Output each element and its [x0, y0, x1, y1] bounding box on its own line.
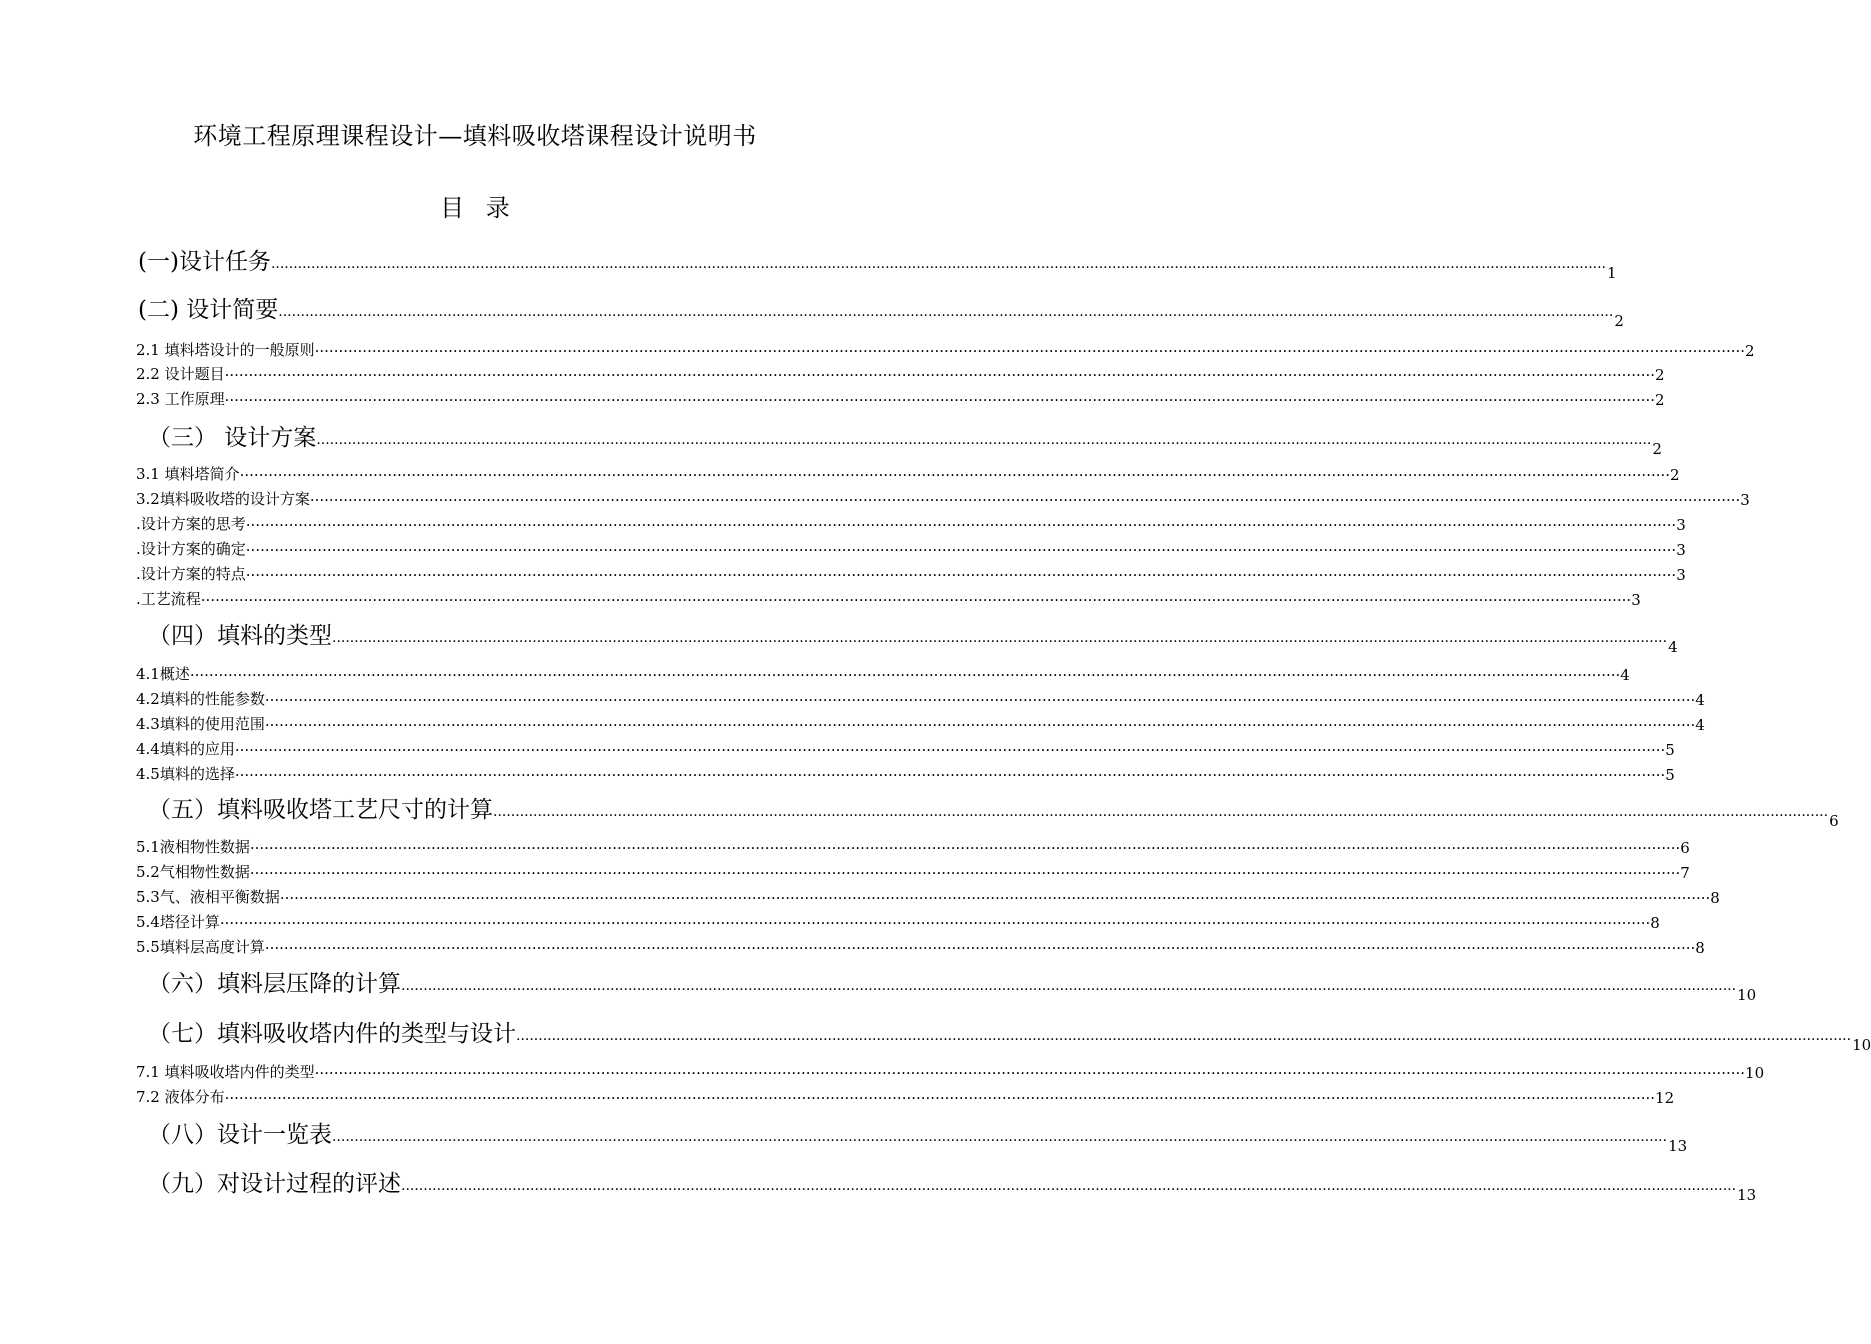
toc-entry: [136, 835, 1690, 857]
toc-entry-label: .设计方案的确定: [136, 540, 246, 558]
toc-leader-dots: ............................................................................................................................................................................................................................................................................................................: [270, 256, 1607, 272]
toc-leader-dots: ............................................................................................................................................................................................................................................................................................................: [332, 630, 1668, 646]
toc-entry-page: 7: [1680, 864, 1690, 882]
toc-entry: [136, 762, 1675, 784]
toc-entry: [136, 1060, 1765, 1082]
toc-entry-label: 2.1 填料塔设计的一般原则: [136, 341, 315, 359]
toc-entry-label: 3.1 填料塔简介: [136, 465, 240, 483]
toc-entry: [136, 537, 1686, 559]
toc-entry-label: (一)设计任务: [138, 249, 271, 275]
toc-entry: [148, 1115, 1688, 1155]
toc-entry-label: 4.1概述: [136, 665, 190, 683]
toc-entry: [148, 1014, 1871, 1054]
toc-entry: [136, 712, 1705, 734]
toc-entry-label: （三） 设计方案: [148, 425, 317, 451]
toc-leader-dots: ············································································································································································································································································································: [249, 839, 1681, 857]
toc-leader-dots: ............................................................................................................................................................................................................................................................................................................: [493, 804, 1829, 820]
toc-entry-page: 10: [1737, 986, 1757, 1004]
document-title: 环境工程原理课程设计—填料吸收塔课程设计说明书: [193, 122, 757, 150]
toc-entry-label: （七）填料吸收塔内件的类型与设计: [148, 1021, 516, 1047]
toc-leader-dots: ............................................................................................................................................................................................................................................................................................................: [516, 1028, 1852, 1044]
toc-entry: [136, 512, 1686, 534]
toc-leader-dots: ············································································································································································································································································································: [234, 741, 1666, 759]
toc-entry-page: 13: [1737, 1186, 1757, 1204]
toc-entry-label: （六）填料层压降的计算: [148, 971, 401, 997]
toc-entry-page: 1: [1607, 264, 1617, 282]
toc-entry-label: 5.4塔径计算: [136, 913, 220, 931]
toc-leader-dots: ············································································································································································································································································································: [224, 1089, 1656, 1107]
toc-entry: [148, 964, 1757, 1004]
toc-entry: [136, 487, 1750, 509]
toc-leader-dots: ............................................................................................................................................................................................................................................................................................................: [401, 1178, 1737, 1194]
toc-entry-page: 2: [1655, 366, 1665, 384]
toc-entry-page: 13: [1668, 1137, 1688, 1155]
toc-entry-label: 4.5填料的选择: [136, 765, 235, 783]
toc-entry-page: 4: [1695, 691, 1705, 709]
toc-leader-dots: ............................................................................................................................................................................................................................................................................................................: [401, 978, 1737, 994]
toc-entry: [136, 1085, 1675, 1107]
toc-leader-dots: ············································································································································································································································································································: [189, 666, 1621, 684]
toc-entry-page: 3: [1676, 566, 1686, 584]
toc-entry-label: （九）对设计过程的评述: [148, 1171, 401, 1197]
toc-leader-dots: ............................................................................................................................................................................................................................................................................................................: [316, 432, 1652, 448]
toc-entry-page: 6: [1829, 812, 1839, 830]
toc-entry-page: 2: [1614, 312, 1624, 330]
toc-entry-label: .设计方案的思考: [136, 515, 246, 533]
toc-leader-dots: ············································································································································································································································································································: [234, 766, 1666, 784]
toc-entry-label: 4.4填料的应用: [136, 740, 235, 758]
toc-entry-page: 8: [1695, 939, 1705, 957]
toc-entry: [138, 290, 1624, 330]
toc-leader-dots: ············································································································································································································································································································: [264, 716, 1696, 734]
toc-leader-dots: ············································································································································································································································································································: [245, 541, 1677, 559]
toc-entry-label: 7.1 填料吸收塔内件的类型: [136, 1063, 315, 1081]
toc-entry-label: （五）填料吸收塔工艺尺寸的计算: [148, 797, 493, 823]
toc-entry: [138, 242, 1617, 282]
toc-entry: [136, 362, 1665, 384]
toc-entry-label: （八）设计一览表: [148, 1122, 332, 1148]
toc-leader-dots: ............................................................................................................................................................................................................................................................................................................: [332, 1129, 1668, 1145]
toc-entry-label: .设计方案的特点: [136, 565, 246, 583]
toc-entry: [136, 885, 1720, 907]
toc-leader-dots: ············································································································································································································································································································: [279, 889, 1711, 907]
toc-entry: [148, 616, 1678, 656]
toc-entry: [148, 418, 1662, 458]
toc-heading: 目 录: [440, 194, 510, 222]
toc-entry: [136, 935, 1705, 957]
toc-entry-page: 5: [1665, 741, 1675, 759]
toc-entry: [136, 737, 1675, 759]
toc-leader-dots: ············································································································································································································································································································: [314, 342, 1746, 360]
toc-entry-page: 5: [1665, 766, 1675, 784]
toc-entry: [136, 860, 1690, 882]
toc-entry-page: 10: [1852, 1036, 1871, 1054]
toc-entry: [136, 687, 1705, 709]
toc-leader-dots: ............................................................................................................................................................................................................................................................................................................: [278, 304, 1614, 320]
toc-entry-page: 6: [1680, 839, 1690, 857]
toc-leader-dots: ············································································································································································································································································································: [249, 864, 1681, 882]
toc-entry-page: 4: [1620, 666, 1630, 684]
toc-entry-label: 5.2气相物性数据: [136, 863, 250, 881]
toc-entry-label: 5.3气、液相平衡数据: [136, 888, 280, 906]
toc-entry-page: 10: [1745, 1064, 1765, 1082]
toc-entry-label: （四）填料的类型: [148, 623, 332, 649]
toc-entry-page: 8: [1650, 914, 1660, 932]
toc-entry-label: 5.1液相物性数据: [136, 838, 250, 856]
toc-entry-page: 8: [1710, 889, 1720, 907]
toc-entry-page: 3: [1740, 491, 1750, 509]
toc-leader-dots: ············································································································································································································································································································: [264, 939, 1696, 957]
toc-leader-dots: ············································································································································································································································································································: [224, 391, 1656, 409]
toc-entry: [148, 790, 1839, 830]
toc-entry: [136, 910, 1660, 932]
toc-entry: [136, 462, 1680, 484]
toc-leader-dots: ············································································································································································································································································································: [219, 914, 1651, 932]
toc-entry-page: 3: [1631, 591, 1641, 609]
toc-entry: [136, 387, 1665, 409]
toc-entry-label: 2.2 设计题目: [136, 365, 225, 383]
toc-leader-dots: ············································································································································································································································································································: [314, 1064, 1746, 1082]
toc-entry-page: 2: [1670, 466, 1680, 484]
toc-leader-dots: ············································································································································································································································································································: [245, 566, 1677, 584]
toc-entry-page: 2: [1652, 440, 1662, 458]
toc-entry-label: 3.2填料吸收塔的设计方案: [136, 490, 310, 508]
toc-entry-page: 2: [1655, 391, 1665, 409]
toc-entry: [136, 587, 1641, 609]
toc-leader-dots: ············································································································································································································································································································: [245, 516, 1677, 534]
toc-entry-label: 4.3填料的使用范围: [136, 715, 265, 733]
toc-leader-dots: ············································································································································································································································································································: [264, 691, 1696, 709]
toc-entry-label: 7.2 液体分布: [136, 1088, 225, 1106]
toc-leader-dots: ············································································································································································································································································································: [200, 591, 1632, 609]
toc-entry-page: 2: [1745, 342, 1755, 360]
toc-entry-label: .工艺流程: [136, 590, 201, 608]
toc-entry: [136, 662, 1630, 684]
toc-entry: [136, 562, 1686, 584]
toc-leader-dots: ············································································································································································································································································································: [224, 366, 1656, 384]
toc-entry-label: 5.5填料层高度计算: [136, 938, 265, 956]
toc-entry-label: 2.3 工作原理: [136, 390, 225, 408]
toc-entry-page: 3: [1676, 516, 1686, 534]
toc-entry: [148, 1164, 1757, 1204]
toc-entry-page: 4: [1668, 638, 1678, 656]
toc-entry-label: (二) 设计简要: [138, 297, 279, 323]
toc-entry-page: 4: [1695, 716, 1705, 734]
toc-entry-page: 12: [1655, 1089, 1675, 1107]
toc-leader-dots: ············································································································································································································································································································: [309, 491, 1741, 509]
toc-entry-label: 4.2填料的性能参数: [136, 690, 265, 708]
toc-entry-page: 3: [1676, 541, 1686, 559]
toc-leader-dots: ············································································································································································································································································································: [239, 466, 1671, 484]
toc-entry: [136, 338, 1755, 360]
